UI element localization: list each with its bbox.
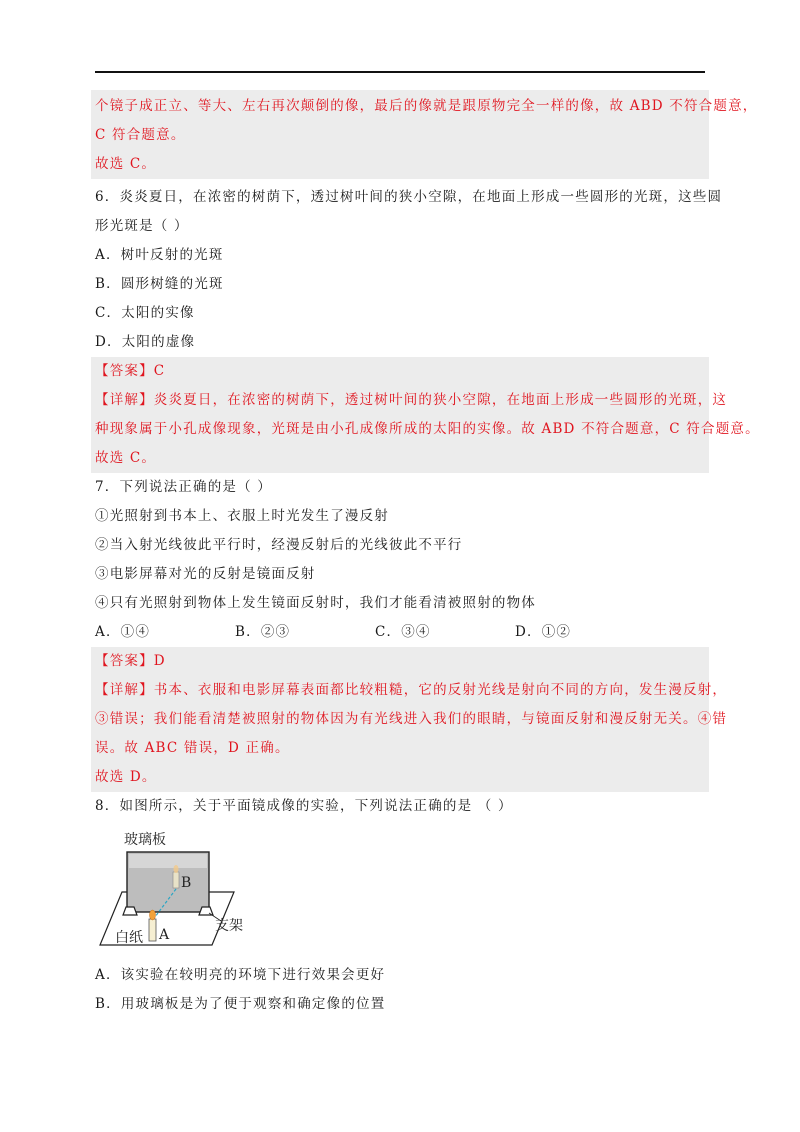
white-paper-label: 白纸 <box>115 930 143 946</box>
question-8 <box>95 792 705 1019</box>
image-b-label: B <box>181 875 192 891</box>
mirror-experiment-figure <box>97 827 257 957</box>
candle-a-label: A <box>159 927 170 943</box>
question-stem: 7．下列说法正确的是（ ） <box>95 479 272 495</box>
statement-3: ③电影屏幕对光的反射是镜面反射 <box>95 566 316 582</box>
option-d: D．①② <box>515 624 572 640</box>
q7-answer-block <box>91 647 728 792</box>
option-a: A．树叶反射的光斑 <box>95 247 224 263</box>
explanation-line: ③错误；我们能看清楚被照射的物体因为有光线进入我们的眼睛，与镜面反射和漫反射无关。④错 <box>95 711 728 727</box>
header-rule <box>95 71 705 73</box>
stand-left <box>123 907 137 915</box>
explanation-line: 故选 C。 <box>95 450 157 466</box>
statement-1: ①光照射到书本上、衣服上时光发生了漫反射 <box>95 508 389 524</box>
option-a: A．该实验在较明亮的环境下进行效果会更好 <box>95 967 386 983</box>
explanation-line: 【详解】炎炎夏日，在浓密的树荫下，透过树叶间的狭小空隙，在地面上形成一些圆形的光斑，这 <box>95 392 728 408</box>
question-stem: 6．炎炎夏日，在浓密的树荫下，透过树叶间的狭小空隙，在地面上形成一些圆形的光斑，这些圆 <box>95 189 723 205</box>
option-b: B．②③ <box>235 624 291 640</box>
question-6 <box>95 183 723 357</box>
answer-line: C 符合题意。 <box>95 127 186 143</box>
glass-plate-label: 玻璃板 <box>124 832 166 848</box>
explanation-line: 【详解】书本、衣服和电影屏幕表面都比较粗糙，它的反射光线是射向不同的方向，发生漫反射， <box>95 682 728 698</box>
question-stem: 8．如图所示，关于平面镜成像的实验，下列说法正确的是 （ ） <box>95 798 513 814</box>
explanation-line: 误。故 ABC 错误，D 正确。 <box>95 740 290 756</box>
option-a: A．①④ <box>95 624 151 640</box>
answer-label: 【答案】D <box>95 653 166 669</box>
prev-answer-block <box>91 90 758 179</box>
image-candle-b <box>173 872 179 888</box>
option-c: C．③④ <box>375 624 431 640</box>
option-c: C．太阳的实像 <box>95 305 195 321</box>
answer-line: 故选 C。 <box>95 156 157 172</box>
explanation-line: 故选 D。 <box>95 769 157 785</box>
option-d: D．太阳的虚像 <box>95 334 196 350</box>
q6-answer-block <box>91 357 760 473</box>
options-row <box>95 618 705 647</box>
statement-2: ②当入射光线彼此平行时，经漫反射后的光线彼此不平行 <box>95 537 463 553</box>
statement-4: ④只有光照射到物体上发生镜面反射时，我们才能看清被照射的物体 <box>95 595 536 611</box>
option-b: B．用玻璃板是为了便于观察和确定像的位置 <box>95 996 386 1012</box>
answer-line: 个镜子成正立、等大、左右再次颠倒的像，最后的像就是跟原物完全一样的像，故 ABD 不符合题意， <box>95 98 758 114</box>
stand-label: 支架 <box>215 918 243 934</box>
answer-label: 【答案】C <box>95 363 166 379</box>
question-stem: 形光斑是（ ） <box>95 218 189 234</box>
document-body <box>95 90 760 1019</box>
explanation-line: 种现象属于小孔成像现象，光斑是由小孔成像所成的太阳的实像。故 ABD 不符合题意，C 符合题意。 <box>95 421 760 437</box>
option-b: B．圆形树缝的光斑 <box>95 276 224 292</box>
candle-a <box>149 919 156 941</box>
question-7 <box>95 473 705 647</box>
